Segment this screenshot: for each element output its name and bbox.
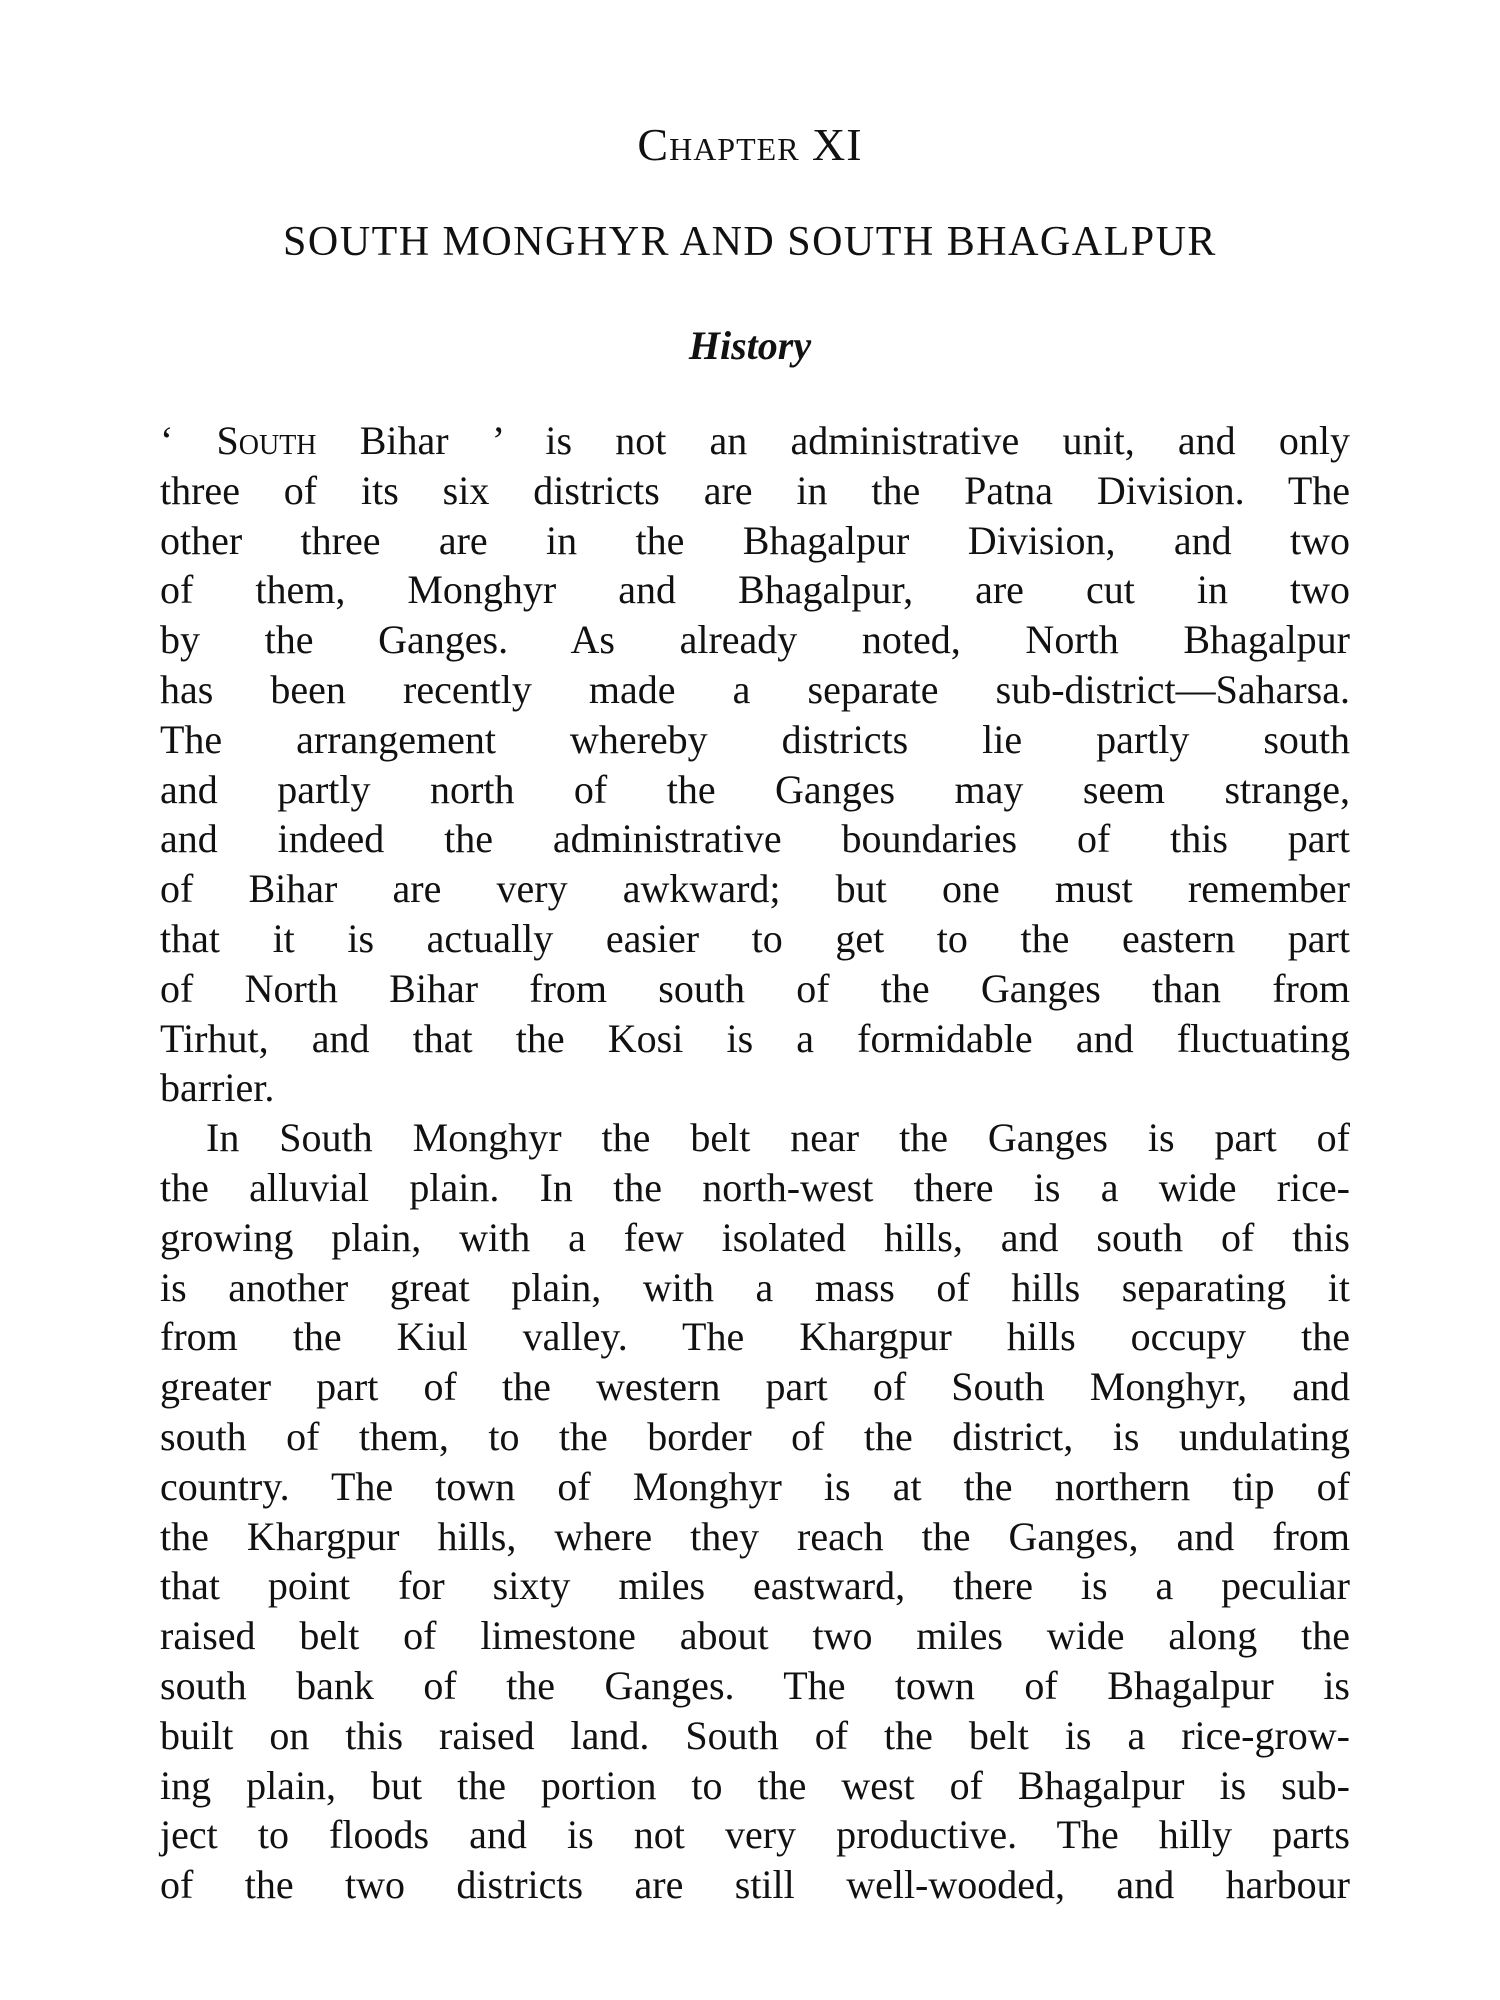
paragraph-1-line: other three are in the Bhagalpur Division, and two (160, 517, 1350, 563)
paragraph-1-line: that it is actually easier to get to the eastern part (160, 915, 1350, 961)
line-text: Bihar ’ is not an administrative unit, and only (316, 418, 1350, 463)
paragraph-2-line: growing plain, with a few isolated hills, and south of this (160, 1214, 1350, 1260)
paragraph-2-line-1: In South Monghyr the belt near the Ganges is part of (206, 1115, 1350, 1161)
paragraph-1-line: has been recently made a separate sub-district—Saharsa. (160, 666, 1350, 712)
paragraph-2-line: that point for sixty miles eastward, there is a peculiar (160, 1563, 1350, 1609)
paragraph-1-line: and indeed the administrative boundaries of this part (160, 816, 1350, 862)
paragraph-2-line: south of them, to the border of the district, is undulating (160, 1413, 1350, 1459)
paragraph-2-line: the alluvial plain. In the north-west there is a wide rice- (160, 1164, 1350, 1210)
paragraph-1-last-line: barrier. (160, 1065, 275, 1111)
paragraph-1-line: The arrangement whereby districts lie partly south (160, 716, 1350, 762)
paragraph-1-line: Tirhut, and that the Kosi is a formidable and fluctuating (160, 1015, 1350, 1061)
chapter-heading: Chapter XI (637, 119, 863, 170)
paragraph-2-line: south bank of the Ganges. The town of Bhagalpur is (160, 1662, 1350, 1708)
paragraph-2-line: the Khargpur hills, where they reach the Ganges, and from (160, 1513, 1350, 1559)
paragraph-2-line: raised belt of limestone about two miles wide along the (160, 1613, 1350, 1659)
section-heading: History (688, 323, 812, 368)
paragraph-1-line-1 (160, 416, 1350, 466)
body-text (160, 416, 1350, 1910)
paragraph-2-line: ing plain, but the portion to the west of Bhagalpur is sub- (160, 1762, 1350, 1808)
paragraph-2-line: built on this raised land. South of the belt is a rice-grow- (160, 1712, 1350, 1758)
paragraph-1-line: of them, Monghyr and Bhagalpur, are cut in two (160, 567, 1350, 613)
paragraph-1-line: of North Bihar from south of the Ganges than from (160, 965, 1350, 1011)
paragraph-2-line: of the two districts are still well-wooded, and harbour (160, 1862, 1350, 1908)
paragraph-1-line: and partly north of the Ganges may seem strange, (160, 766, 1350, 812)
small-caps-word: ‘ South (160, 418, 317, 463)
paragraph-2-line: is another great plain, with a mass of hills separating it (160, 1264, 1350, 1310)
paragraph-2-line: from the Kiul valley. The Khargpur hills occupy the (160, 1314, 1350, 1360)
paragraph-2-line: country. The town of Monghyr is at the northern tip of (160, 1463, 1350, 1509)
paragraph-1-line: by the Ganges. As already noted, North Bhagalpur (160, 617, 1350, 663)
chapter-title: SOUTH MONGHYR AND SOUTH BHAGALPUR (283, 219, 1217, 265)
paragraph-1-line: three of its six districts are in the Patna Division. The (160, 467, 1350, 513)
paragraph-2-line: ject to floods and is not very productive. The hilly parts (160, 1812, 1350, 1858)
paragraph-1-line: of Bihar are very awkward; but one must remember (160, 866, 1350, 912)
paragraph-2-line: greater part of the western part of South Monghyr, and (160, 1364, 1350, 1410)
